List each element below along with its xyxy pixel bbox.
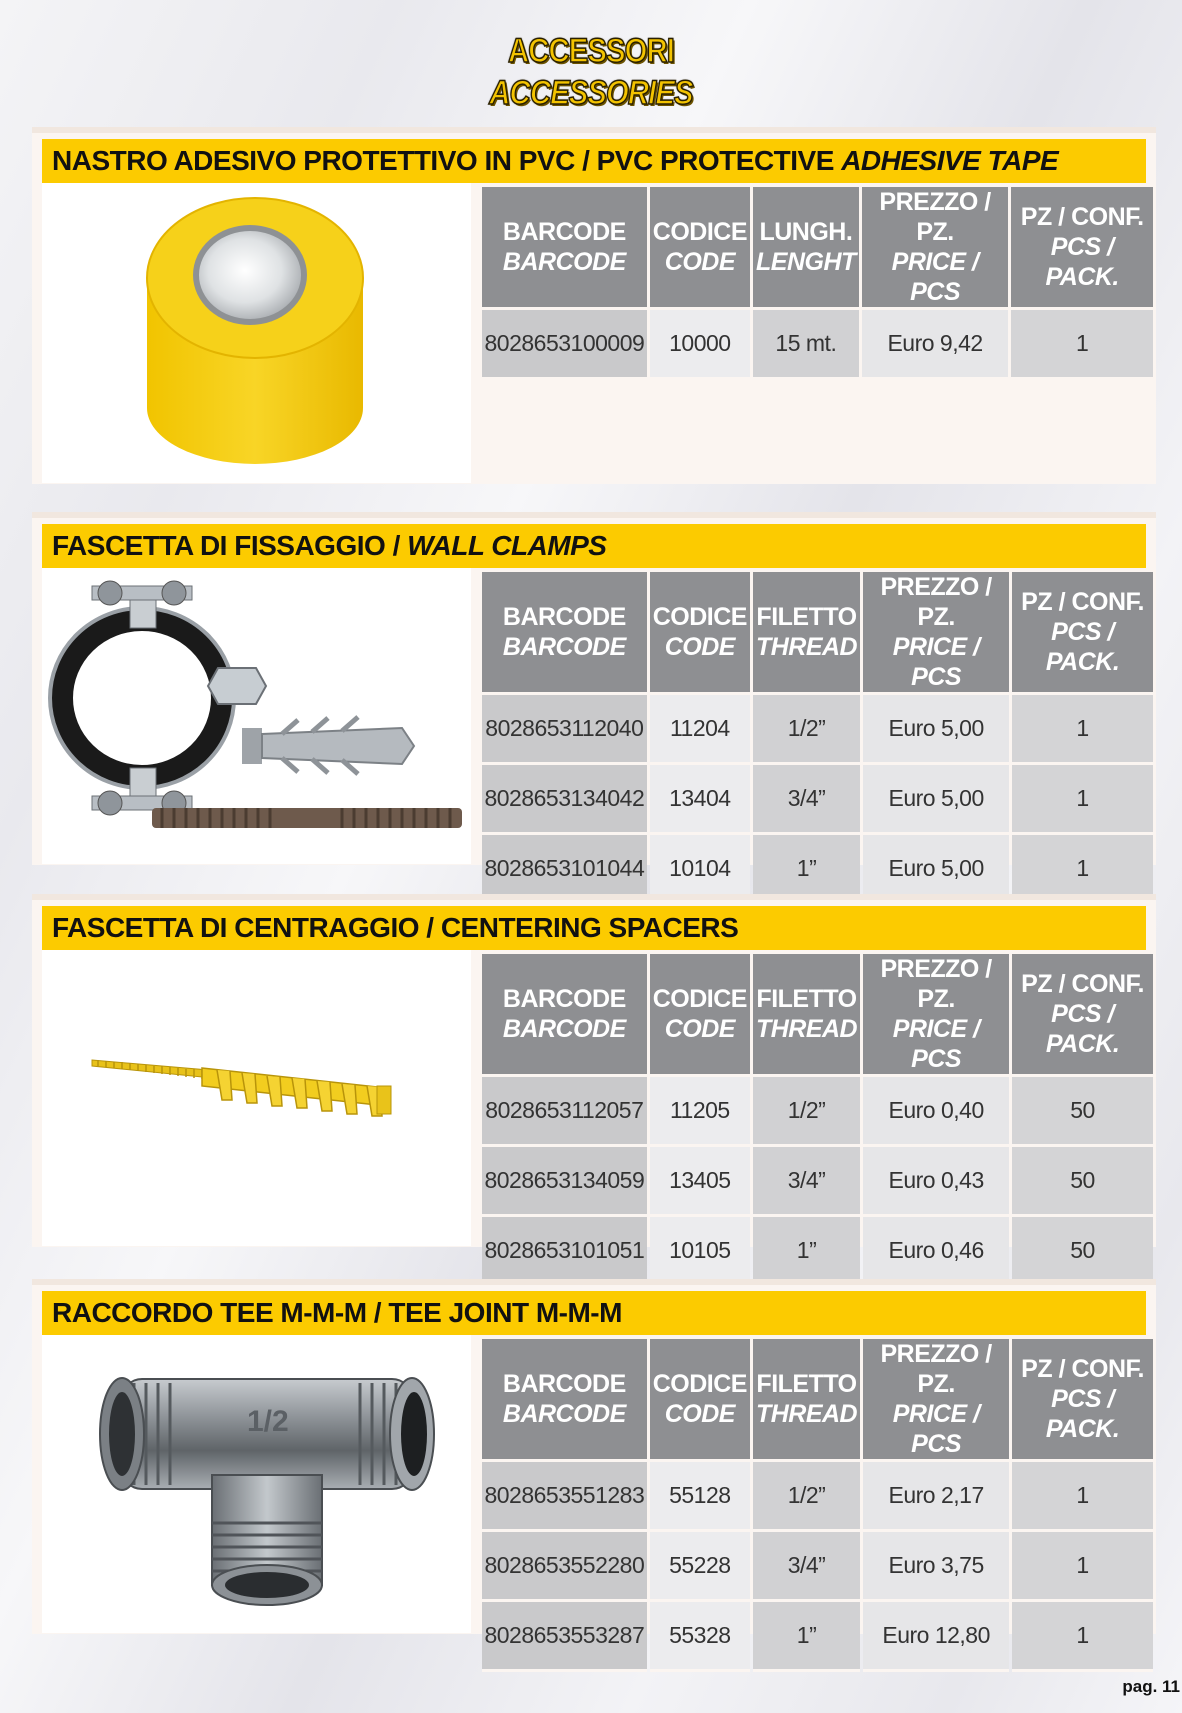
header-length: LUNGH. LENGHT [753,187,859,310]
header-pack: PZ / CONF. PCS / PACK. [1012,954,1153,1077]
product-image-clamps [42,568,471,864]
table-row [482,1217,1153,1287]
header-thread: FILETTO THREAD [753,954,860,1077]
header-thread: FILETTO THREAD [753,572,860,695]
section-title-main: FASCETTA DI FISSAGGIO / [52,530,408,561]
cell-price: Euro 5,00 [863,835,1009,905]
table-row [482,1602,1153,1672]
cell-thread: 1/2” [753,695,860,765]
cell-price: Euro 5,00 [863,765,1009,835]
product-table-spacers [479,954,1156,1287]
cell-pack: 50 [1012,1077,1153,1147]
cell-thread: 3/4” [753,1532,860,1602]
cell-code: 13405 [650,1147,750,1217]
cell-price: Euro 0,40 [863,1077,1009,1147]
adhesive-tape-roll-icon [42,183,471,483]
cell-price: Euro 2,17 [863,1462,1009,1532]
cell-thread: 1” [753,1217,860,1287]
header-code: CODICE CODE [650,954,750,1077]
section-title-main: RACCORDO TEE M-M-M / TEE JOINT M-M-M [52,1297,622,1328]
cell-barcode: 8028653101044 [482,835,647,905]
header-price: PREZZO / PZ. PRICE / PCS [863,954,1009,1077]
cell-pack: 1 [1011,310,1153,380]
section-centering-spacers [32,894,1156,1263]
centering-spacer-icon [42,950,471,1246]
cell-thread: 1/2” [753,1462,860,1532]
cell-code: 55128 [650,1462,750,1532]
cell-price: Euro 9,42 [862,310,1009,380]
cell-code: 55228 [650,1532,750,1602]
section-title-italic: ADHESIVE TAPE [841,145,1059,176]
table-row [482,1532,1153,1602]
page-title-english: ACCESSORIES [489,74,693,112]
product-image-tee [42,1335,471,1633]
header-thread: FILETTO THREAD [753,1339,860,1462]
section-wall-clamps [32,512,1156,881]
cell-code: 10105 [650,1217,750,1287]
header-price: PREZZO / PZ. PRICE / PCS [863,572,1009,695]
cell-barcode: 8028653112057 [482,1077,647,1147]
section-title-italic: WALL CLAMPS [407,530,607,561]
cell-barcode: 8028653551283 [482,1462,647,1532]
cell-thread: 1” [753,835,860,905]
cell-pack: 50 [1012,1147,1153,1217]
cell-thread: 3/4” [753,765,860,835]
header-barcode: BARCODE BARCODE [482,954,647,1077]
cell-code: 10104 [650,835,750,905]
cell-code: 55328 [650,1602,750,1672]
table-row [482,1462,1153,1532]
page-title-italian: ACCESSORI [507,32,675,70]
table-header-row [482,572,1153,695]
product-table-tape [479,187,1156,380]
table-header-row [482,187,1153,310]
cell-code: 11204 [650,695,750,765]
cell-thread: 3/4” [753,1147,860,1217]
header-pack: PZ / CONF. PCS / PACK. [1012,1339,1153,1462]
cell-pack: 1 [1012,695,1153,765]
table-header-row [482,1339,1153,1462]
header-barcode: BARCODE BARCODE [482,187,647,310]
header-pack: PZ / CONF. PCS / PACK. [1012,572,1153,695]
cell-price: Euro 12,80 [863,1602,1009,1672]
product-image-spacers [42,950,471,1246]
product-image-tape [42,183,471,483]
cell-pack: 1 [1012,765,1153,835]
cell-pack: 1 [1012,1462,1153,1532]
cell-pack: 1 [1012,1532,1153,1602]
table-row [482,310,1153,380]
table-row [482,695,1153,765]
page-title [0,30,1182,114]
header-code: CODICE CODE [650,1339,750,1462]
cell-price: Euro 0,43 [863,1147,1009,1217]
section-tee-joint [32,1279,1156,1648]
tee-joint-icon [42,1335,471,1633]
header-code: CODICE CODE [650,572,750,695]
header-code: CODICE CODE [650,187,750,310]
wall-clamp-icon [42,568,471,864]
cell-pack: 1 [1012,1602,1153,1672]
cell-barcode: 8028653100009 [482,310,647,380]
section-title [42,524,1146,568]
table-row [482,765,1153,835]
section-adhesive-tape [32,127,1156,484]
cell-price: Euro 0,46 [863,1217,1009,1287]
cell-barcode: 8028653112040 [482,695,647,765]
product-table-clamps [479,572,1156,905]
table-row [482,1147,1153,1217]
section-title [42,906,1146,950]
header-barcode: BARCODE BARCODE [482,1339,647,1462]
cell-barcode: 8028653552280 [482,1532,647,1602]
cell-code: 11205 [650,1077,750,1147]
cell-code: 10000 [650,310,750,380]
cell-barcode: 8028653553287 [482,1602,647,1672]
cell-barcode: 8028653134042 [482,765,647,835]
cell-price: Euro 5,00 [863,695,1009,765]
header-price: PREZZO / PZ. PRICE / PCS [863,1339,1009,1462]
cell-length: 15 mt. [753,310,859,380]
cell-barcode: 8028653134059 [482,1147,647,1217]
page-number: pag. 11 [1122,1677,1180,1696]
cell-pack: 50 [1012,1217,1153,1287]
section-title-main: NASTRO ADESIVO PROTETTIVO IN PVC / PVC PROTECTIVE [52,145,842,176]
cell-pack: 1 [1012,835,1153,905]
cell-barcode: 8028653101051 [482,1217,647,1287]
table-row [482,1077,1153,1147]
cell-price: Euro 3,75 [863,1532,1009,1602]
cell-thread: 1/2” [753,1077,860,1147]
header-pack: PZ / CONF. PCS / PACK. [1011,187,1153,310]
cell-code: 13404 [650,765,750,835]
section-title [42,139,1146,183]
section-title [42,1291,1146,1335]
product-table-tee [479,1339,1156,1672]
cell-thread: 1” [753,1602,860,1672]
table-header-row [482,954,1153,1077]
header-price: PREZZO / PZ. PRICE / PCS [862,187,1009,310]
header-barcode: BARCODE BARCODE [482,572,647,695]
section-title-main: FASCETTA DI CENTRAGGIO / CENTERING SPACERS [52,912,739,943]
tee-marking-label: 1/2 [247,1405,289,1438]
